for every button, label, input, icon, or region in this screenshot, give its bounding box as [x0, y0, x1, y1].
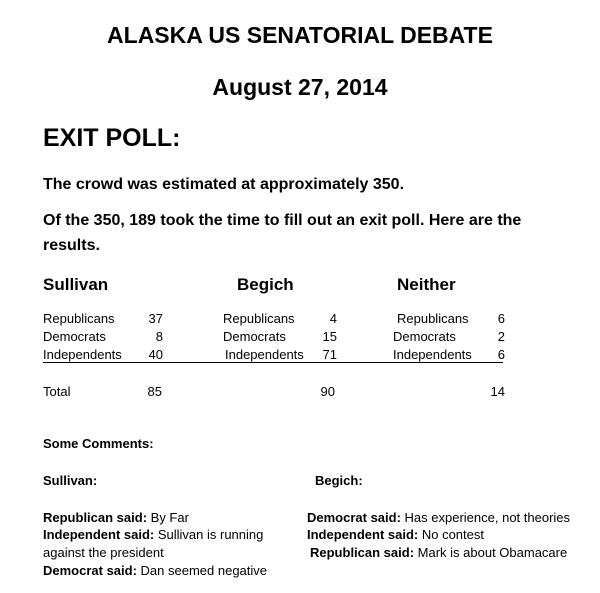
neither-democrats-value: 2: [497, 329, 505, 344]
sullivan-republicans-value: 37: [148, 311, 163, 326]
debate-date: August 27, 2014: [212, 74, 388, 100]
comment-text: Dan seemed negative: [136, 563, 268, 578]
begich-republicans-label: Republicans: [223, 311, 295, 326]
sullivan-comment-republican: [43, 510, 189, 525]
begich-comments-heading: Begich:: [315, 473, 363, 488]
crowd-estimate-text: The crowd was estimated at approximately 350.: [43, 176, 405, 193]
comment-speaker: Independent said:: [43, 527, 155, 542]
comment-text: against the president: [43, 545, 164, 560]
sullivan-comment-independent: [43, 527, 263, 542]
sullivan-democrats-value: 8: [155, 329, 163, 344]
comment-speaker: Independent said:: [307, 527, 419, 542]
neither-democrats-label: Democrats: [393, 329, 456, 344]
sullivan-republicans-label: Republicans: [43, 311, 115, 326]
begich-democrats-value: 15: [322, 329, 337, 344]
begich-democrats-label: Democrats: [223, 329, 286, 344]
totals-divider: [43, 362, 503, 363]
sullivan-comment-independent-continued: [43, 545, 164, 560]
sullivan-comment-democrat: [43, 563, 267, 578]
comments-heading: Some Comments:: [43, 436, 154, 451]
document-title: ALASKA US SENATORIAL DEBATE: [107, 22, 493, 48]
sullivan-comments-heading: Sullivan:: [43, 473, 98, 488]
neither-total: 14: [490, 384, 505, 399]
comment-speaker: Republican said:: [43, 510, 148, 525]
sullivan-independents-label: Independents: [43, 347, 122, 362]
poll-intro-line-2: results.: [43, 237, 100, 254]
exit-poll-heading: EXIT POLL:: [43, 124, 181, 152]
total-label: Total: [43, 384, 71, 399]
comment-speaker: Republican said:: [310, 545, 415, 560]
candidate-header-sullivan: Sullivan: [43, 275, 109, 294]
begich-independents-value: 71: [322, 347, 337, 362]
neither-independents-label: Independents: [393, 347, 472, 362]
candidate-header-neither: Neither: [397, 275, 456, 294]
candidate-header-begich: Begich: [237, 275, 294, 294]
begich-comment-republican: [310, 545, 567, 560]
comment-text: By Far: [147, 510, 189, 525]
begich-independents-label: Independents: [225, 347, 304, 362]
sullivan-democrats-label: Democrats: [43, 329, 106, 344]
comment-text: No contest: [418, 527, 484, 542]
begich-comment-democrat: [307, 510, 570, 525]
neither-republicans-value: 6: [497, 311, 505, 326]
begich-republicans-value: 4: [329, 311, 337, 326]
sullivan-total: 85: [147, 384, 162, 399]
comment-speaker: Democrat said:: [307, 510, 401, 525]
begich-total: 90: [320, 384, 335, 399]
begich-comment-independent: [307, 527, 484, 542]
neither-republicans-label: Republicans: [397, 311, 469, 326]
comment-text: Has experience, not theories: [400, 510, 571, 525]
comment-text: Sullivan is running: [154, 527, 264, 542]
poll-intro-line-1: Of the 350, 189 took the time to fill out an exit poll. Here are the: [43, 212, 522, 229]
comment-text: Mark is about Obamacare: [414, 545, 568, 560]
sullivan-independents-value: 40: [148, 347, 163, 362]
comment-speaker: Democrat said:: [43, 563, 137, 578]
neither-independents-value: 6: [497, 347, 505, 362]
